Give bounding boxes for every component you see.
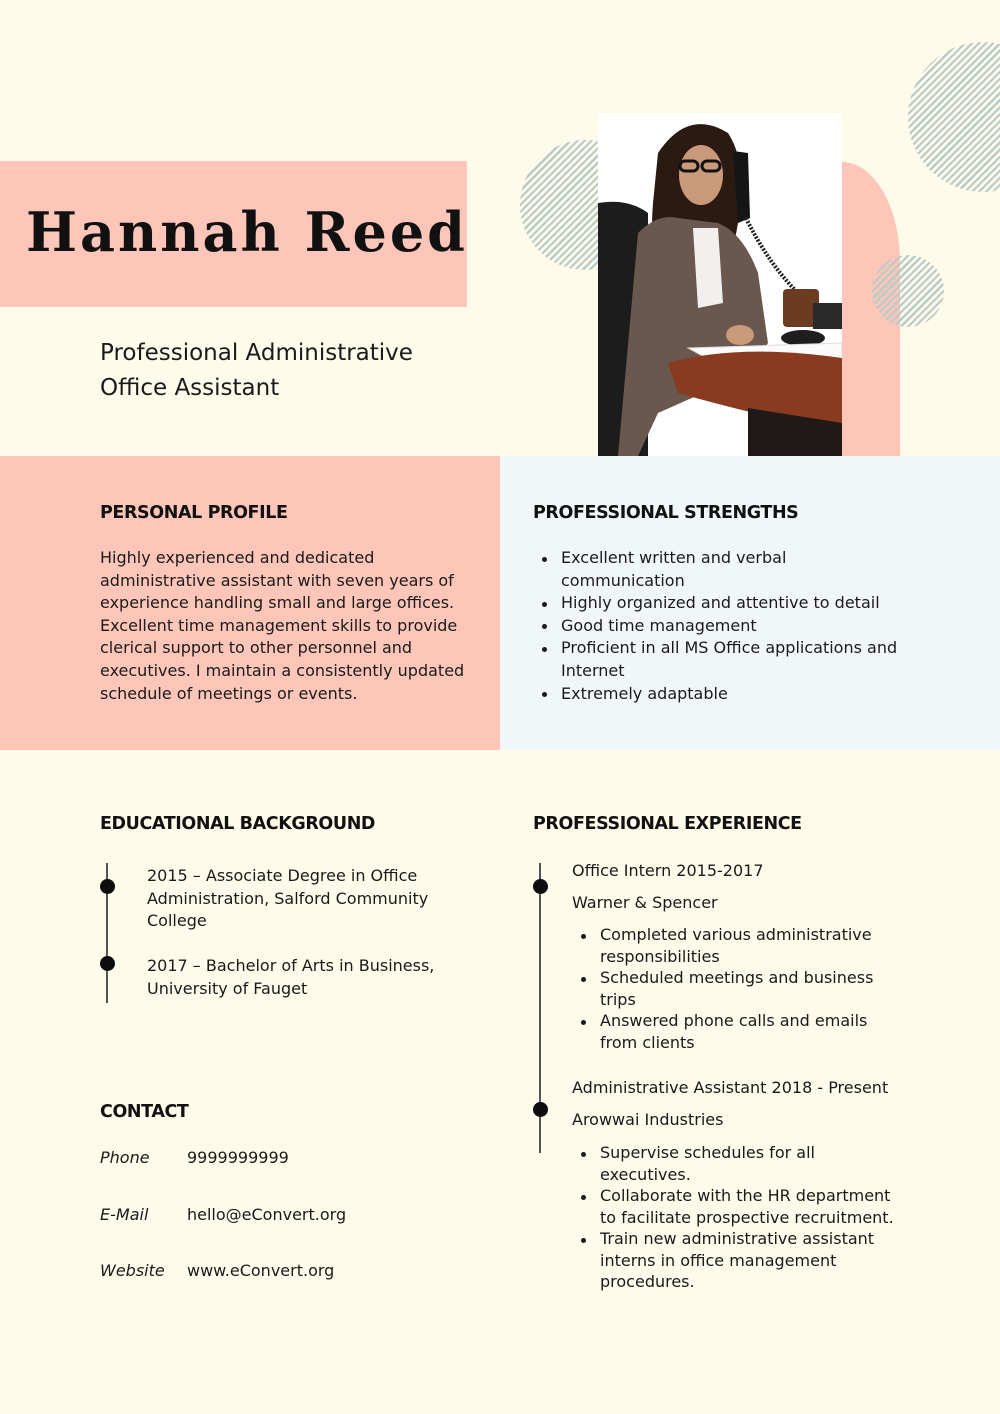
job-company: Warner & Spencer [572, 893, 718, 912]
job-duty-item: Answered phone calls and emails from clients [572, 1010, 892, 1053]
job-company: Arowwai Industries [572, 1110, 724, 1129]
job-title-line-1: Professional Administrative [100, 340, 413, 366]
job-duties-list [572, 924, 892, 1053]
strengths-list [533, 547, 913, 705]
timeline-dot-icon [100, 956, 115, 971]
job-role: Office Intern 2015-2017 [572, 861, 764, 880]
strength-item: Good time management [533, 615, 913, 638]
contact-heading: CONTACT [100, 1102, 189, 1122]
profile-photo [598, 113, 842, 456]
education-heading: EDUCATIONAL BACKGROUND [100, 814, 376, 834]
timeline-dot-icon [533, 1102, 548, 1117]
job-duty-item: Scheduled meetings and business trips [572, 967, 892, 1010]
job-duties-list [572, 1142, 902, 1293]
professional-strengths-heading: PROFESSIONAL STRENGTHS [533, 503, 799, 523]
candidate-name: Hannah Reed [26, 200, 468, 264]
job-title [100, 336, 480, 406]
striped-circle-decoration-top-right [908, 42, 1000, 192]
contact-website-value[interactable]: www.eConvert.org [187, 1261, 335, 1280]
contact-website-row [100, 1261, 334, 1280]
photo-illustration [598, 113, 842, 456]
contact-email-label: E-Mail [100, 1205, 149, 1224]
personal-profile-heading: PERSONAL PROFILE [100, 503, 288, 523]
experience-heading: PROFESSIONAL EXPERIENCE [533, 814, 802, 834]
personal-profile-text: Highly experienced and dedicated administrative assistant with seven years of experience handling small and large offices. Excellent time management skills to provide clerical support to other personnel and executives. I maintain a consistently updated schedule of meetings or events. [100, 548, 465, 703]
contact-email-value[interactable]: hello@eConvert.org [187, 1205, 347, 1224]
strength-item: Proficient in all MS Office applications and Internet [533, 637, 913, 682]
contact-website-label: Website [100, 1261, 165, 1280]
education-item: 2017 – Bachelor of Arts in Business, University of Fauget [147, 956, 435, 998]
contact-email-row [100, 1205, 346, 1224]
strength-item: Extremely adaptable [533, 683, 913, 706]
contact-phone-value: 9999999999 [187, 1148, 289, 1167]
striped-circle-decoration-small [872, 255, 944, 327]
strength-item: Excellent written and verbal communication [533, 547, 913, 592]
job-duty-item: Completed various administrative responsibilities [572, 924, 892, 967]
contact-phone-label: Phone [100, 1148, 150, 1167]
contact-phone-row [100, 1148, 289, 1167]
education-item: 2015 – Associate Degree in Office Administration, Salford Community College [147, 866, 429, 931]
job-duty-item: Train new administrative assistant interns in office management procedures. [572, 1228, 902, 1293]
job-duty-item: Supervise schedules for all executives. [572, 1142, 902, 1185]
timeline-dot-icon [100, 879, 115, 894]
timeline-dot-icon [533, 879, 548, 894]
strength-item: Highly organized and attentive to detail [533, 592, 913, 615]
job-role: Administrative Assistant 2018 - Present [572, 1078, 889, 1097]
job-title-line-2: Office Assistant [100, 375, 280, 401]
job-duty-item: Collaborate with the HR department to facilitate prospective recruitment. [572, 1185, 902, 1228]
